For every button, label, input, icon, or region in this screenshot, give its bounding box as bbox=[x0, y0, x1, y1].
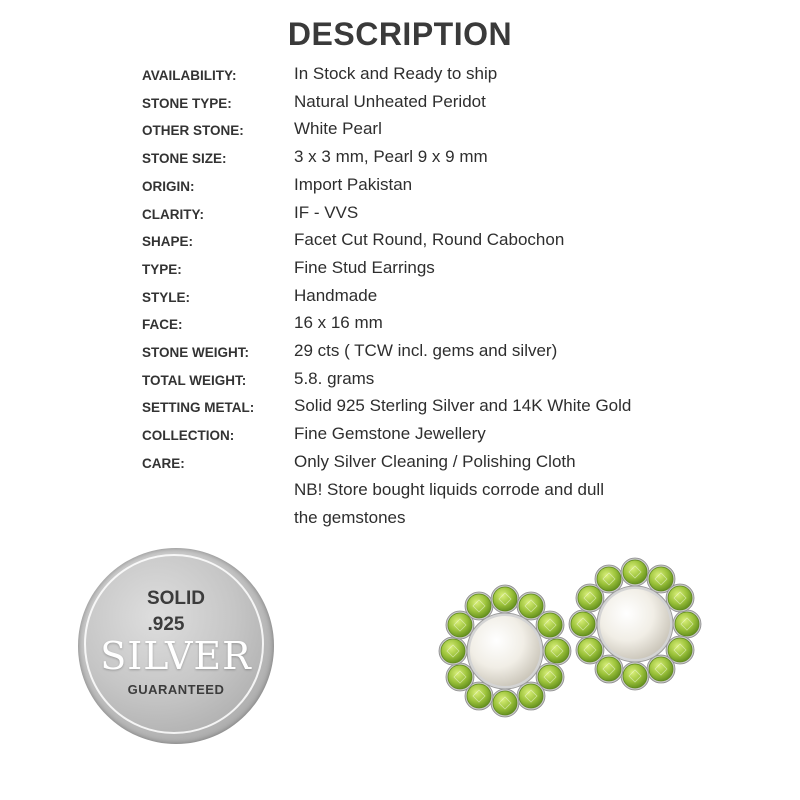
peridot-stone bbox=[623, 664, 647, 688]
peridot-stone bbox=[493, 587, 517, 611]
spec-value: White Pearl bbox=[294, 119, 382, 139]
spec-label: COLLECTION: bbox=[142, 428, 235, 444]
peridot-stone bbox=[578, 586, 602, 610]
spec-value: Facet Cut Round, Round Cabochon bbox=[294, 230, 565, 250]
spec-row-total-weight bbox=[0, 367, 800, 395]
peridot-stone bbox=[675, 612, 699, 636]
spec-label: STYLE: bbox=[142, 289, 191, 305]
spec-row-origin bbox=[0, 173, 800, 201]
peridot-stone bbox=[649, 657, 673, 681]
specifications-list bbox=[0, 62, 800, 542]
spec-label: STONE SIZE: bbox=[142, 151, 227, 167]
badge-guaranteed-text: GUARANTEED bbox=[127, 682, 225, 697]
care-note-line-1: NB! Store bought liquids corrode and dull bbox=[294, 480, 604, 499]
page-title: DESCRIPTION bbox=[287, 16, 513, 52]
peridot-stone bbox=[441, 639, 465, 663]
spec-row-availability bbox=[0, 62, 800, 90]
peridot-stone bbox=[519, 684, 543, 708]
spec-label: FACE: bbox=[142, 317, 183, 333]
spec-row-stone-size bbox=[0, 145, 800, 173]
peridot-stone bbox=[668, 638, 692, 662]
peridot-stone bbox=[538, 613, 562, 637]
left-earring bbox=[439, 585, 571, 717]
badge-solid-text: SOLID bbox=[146, 588, 206, 609]
peridot-stone bbox=[597, 657, 621, 681]
spec-value: Fine Gemstone Jewellery bbox=[294, 424, 486, 444]
badge-silver-text: SILVER bbox=[100, 634, 252, 678]
spec-row-care bbox=[0, 450, 800, 478]
spec-row-setting-metal bbox=[0, 394, 800, 422]
peridot-stone bbox=[571, 612, 595, 636]
spec-value: Solid 925 Sterling Silver and 14K White Gold bbox=[294, 396, 632, 416]
spec-row-face bbox=[0, 311, 800, 339]
spec-label: TOTAL WEIGHT: bbox=[142, 372, 247, 388]
spec-value: Natural Unheated Peridot bbox=[294, 91, 486, 111]
spec-row-stone-type bbox=[0, 90, 800, 118]
spec-label: OTHER STONE: bbox=[142, 123, 244, 139]
spec-row-clarity bbox=[0, 201, 800, 229]
spec-label: TYPE: bbox=[142, 261, 182, 277]
peridot-stone bbox=[467, 594, 491, 618]
spec-row-type bbox=[0, 256, 800, 284]
spec-label: SETTING METAL: bbox=[142, 400, 255, 416]
peridot-stone bbox=[545, 639, 569, 663]
peridot-stone bbox=[448, 613, 472, 637]
spec-value: In Stock and Ready to ship bbox=[294, 64, 498, 83]
spec-label: SHAPE: bbox=[142, 234, 194, 250]
spec-value: 16 x 16 mm bbox=[294, 313, 383, 333]
spec-row-style bbox=[0, 284, 800, 312]
spec-label: AVAILABILITY: bbox=[142, 68, 237, 83]
peridot-stone bbox=[578, 638, 602, 662]
peridot-stone bbox=[597, 567, 621, 591]
spec-value: Only Silver Cleaning / Polishing Cloth bbox=[294, 451, 576, 471]
spec-value: Fine Stud Earrings bbox=[294, 257, 435, 277]
peridot-stone bbox=[668, 586, 692, 610]
peridot-stone bbox=[538, 665, 562, 689]
white-pearl bbox=[600, 589, 670, 659]
spec-row-collection bbox=[0, 422, 800, 450]
spec-value: 29 cts ( TCW incl. gems and silver) bbox=[294, 341, 558, 360]
silver-guarantee-badge bbox=[78, 548, 274, 744]
earrings-product-photo bbox=[430, 556, 720, 736]
spec-row-shape bbox=[0, 228, 800, 256]
spec-value: Import Pakistan bbox=[294, 174, 413, 194]
peridot-stone bbox=[493, 691, 517, 715]
right-earring bbox=[569, 558, 701, 690]
care-note-line-2: the gemstones bbox=[294, 508, 406, 527]
spec-value: 5.8. grams bbox=[294, 368, 375, 388]
spec-label: CARE: bbox=[142, 455, 185, 471]
spec-label: ORIGIN: bbox=[142, 178, 195, 194]
spec-value: IF - VVS bbox=[294, 202, 359, 222]
white-pearl bbox=[470, 616, 540, 686]
peridot-stone bbox=[467, 684, 491, 708]
spec-label: CLARITY: bbox=[142, 206, 204, 222]
spec-value: 3 x 3 mm, Pearl 9 x 9 mm bbox=[294, 147, 488, 167]
spec-row-other-stone bbox=[0, 117, 800, 145]
peridot-stone bbox=[623, 560, 647, 584]
peridot-stone bbox=[649, 567, 673, 591]
spec-value: Handmade bbox=[294, 285, 378, 305]
peridot-stone bbox=[519, 594, 543, 618]
peridot-stone bbox=[448, 665, 472, 689]
spec-label: STONE TYPE: bbox=[142, 95, 232, 111]
spec-row-stone-weight bbox=[0, 339, 800, 367]
spec-label: STONE WEIGHT: bbox=[142, 345, 250, 360]
badge-925-text: .925 bbox=[147, 614, 185, 635]
